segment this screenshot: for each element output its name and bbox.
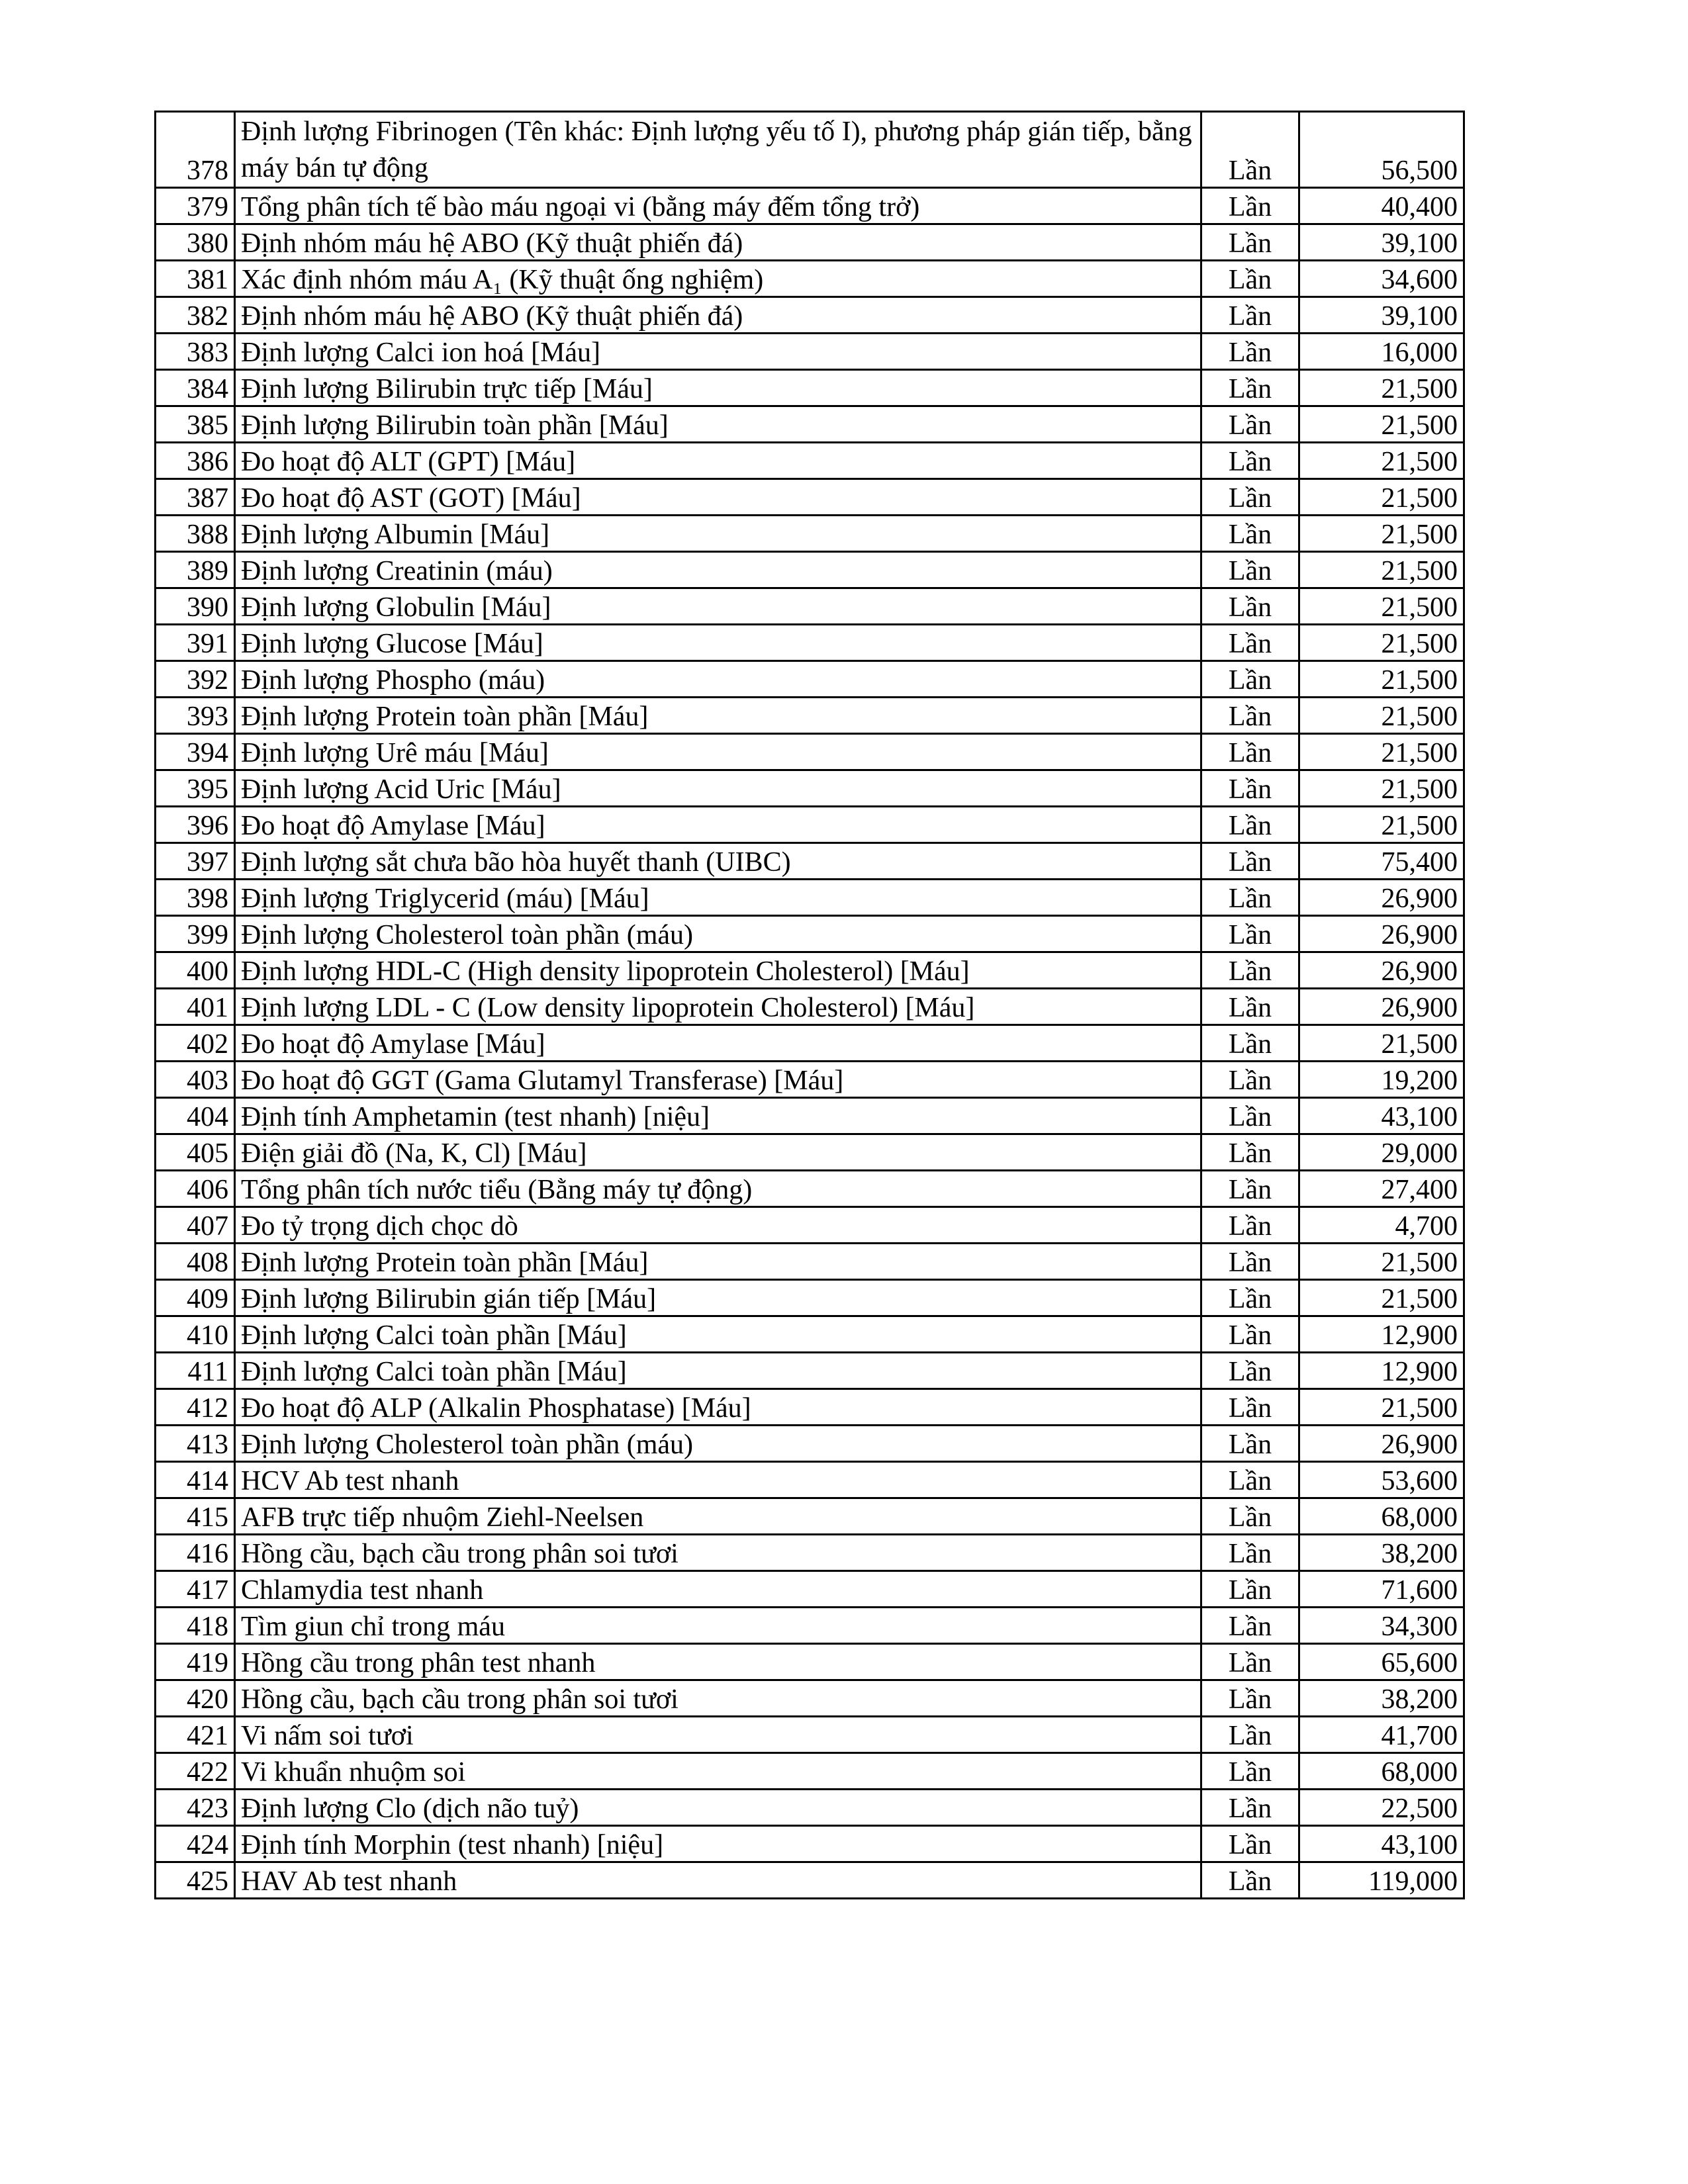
unit-cell: Lần <box>1201 734 1299 770</box>
unit-cell: Lần <box>1201 224 1299 261</box>
service-name-cell: Định lượng Cholesterol toàn phần (máu) <box>235 1426 1201 1462</box>
table-row <box>156 1790 1464 1826</box>
unit-cell: Lần <box>1201 1244 1299 1280</box>
unit-cell: Lần <box>1201 1826 1299 1862</box>
row-number-cell: 378 <box>156 112 235 188</box>
price-cell: 21,500 <box>1299 552 1464 588</box>
service-name-cell: Định lượng Calci toàn phần [Máu] <box>235 1316 1201 1353</box>
table-row <box>156 1753 1464 1790</box>
table-row <box>156 807 1464 843</box>
table-row <box>156 1535 1464 1571</box>
service-name-cell: Định lượng HDL-C (High density lipoprotein Cholesterol) [Máu] <box>235 952 1201 989</box>
row-number-cell: 379 <box>156 188 235 224</box>
price-cell: 27,400 <box>1299 1171 1464 1207</box>
unit-cell: Lần <box>1201 807 1299 843</box>
row-number-cell: 423 <box>156 1790 235 1826</box>
service-name-cell: Định lượng Cholesterol toàn phần (máu) <box>235 916 1201 952</box>
unit-cell: Lần <box>1201 443 1299 479</box>
row-number-cell: 396 <box>156 807 235 843</box>
row-number-cell: 419 <box>156 1644 235 1680</box>
service-name-cell: Đo hoạt độ Amylase [Máu] <box>235 1025 1201 1062</box>
unit-cell: Lần <box>1201 1171 1299 1207</box>
unit-cell: Lần <box>1201 1644 1299 1680</box>
price-cell: 21,500 <box>1299 588 1464 625</box>
table-row <box>156 479 1464 516</box>
service-name-cell: Đo hoạt độ GGT (Gama Glutamyl Transferase) [Máu] <box>235 1062 1201 1098</box>
price-cell: 41,700 <box>1299 1717 1464 1753</box>
row-number-cell: 393 <box>156 698 235 734</box>
table-row <box>156 516 1464 552</box>
table-row <box>156 1098 1464 1134</box>
price-cell: 16,000 <box>1299 334 1464 370</box>
service-name-cell: Định lượng Globulin [Máu] <box>235 588 1201 625</box>
service-name-cell: Định lượng Calci toàn phần [Máu] <box>235 1353 1201 1389</box>
price-cell: 21,500 <box>1299 406 1464 443</box>
price-table <box>154 111 1465 1899</box>
price-cell: 75,400 <box>1299 843 1464 880</box>
service-name-cell: Định lượng Clo (dịch não tuỷ) <box>235 1790 1201 1826</box>
unit-cell: Lần <box>1201 1134 1299 1171</box>
table-row <box>156 406 1464 443</box>
row-number-cell: 399 <box>156 916 235 952</box>
table-row <box>156 1207 1464 1244</box>
unit-cell: Lần <box>1201 1462 1299 1498</box>
service-name-cell: Định lượng Fibrinogen (Tên khác: Định lượng yếu tố I), phương pháp gián tiếp, bằng máy bán tự động <box>235 112 1201 188</box>
service-name-cell: Vi khuẩn nhuộm soi <box>235 1753 1201 1790</box>
price-cell: 12,900 <box>1299 1316 1464 1353</box>
price-cell: 21,500 <box>1299 1244 1464 1280</box>
service-name-cell: Điện giải đồ (Na, K, Cl) [Máu] <box>235 1134 1201 1171</box>
table-row <box>156 370 1464 406</box>
unit-cell: Lần <box>1201 479 1299 516</box>
service-name-cell: Định lượng Acid Uric [Máu] <box>235 770 1201 807</box>
table-row <box>156 1462 1464 1498</box>
table-row <box>156 1134 1464 1171</box>
price-cell: 71,600 <box>1299 1571 1464 1608</box>
price-cell: 68,000 <box>1299 1753 1464 1790</box>
service-name-cell: Xác định nhóm máu A₁ (Kỹ thuật ống nghiệm) <box>235 261 1201 297</box>
row-number-cell: 408 <box>156 1244 235 1280</box>
service-name-cell: Định lượng Albumin [Máu] <box>235 516 1201 552</box>
service-name-cell: AFB trực tiếp nhuộm Ziehl-Neelsen <box>235 1498 1201 1535</box>
table-row <box>156 916 1464 952</box>
price-cell: 21,500 <box>1299 661 1464 698</box>
unit-cell: Lần <box>1201 1280 1299 1316</box>
price-cell: 38,200 <box>1299 1680 1464 1717</box>
service-name-cell: Đo hoạt độ Amylase [Máu] <box>235 807 1201 843</box>
table-row <box>156 188 1464 224</box>
row-number-cell: 389 <box>156 552 235 588</box>
row-number-cell: 397 <box>156 843 235 880</box>
table-row <box>156 1717 1464 1753</box>
service-name-cell: Định lượng Glucose [Máu] <box>235 625 1201 661</box>
price-cell: 26,900 <box>1299 1426 1464 1462</box>
price-cell: 53,600 <box>1299 1462 1464 1498</box>
row-number-cell: 425 <box>156 1862 235 1899</box>
unit-cell: Lần <box>1201 1717 1299 1753</box>
unit-cell: Lần <box>1201 989 1299 1025</box>
row-number-cell: 382 <box>156 297 235 334</box>
row-number-cell: 416 <box>156 1535 235 1571</box>
unit-cell: Lần <box>1201 1535 1299 1571</box>
service-name-cell: Vi nấm soi tươi <box>235 1717 1201 1753</box>
table-row <box>156 1862 1464 1899</box>
table-row <box>156 698 1464 734</box>
service-name-cell: Định lượng Bilirubin toàn phần [Máu] <box>235 406 1201 443</box>
row-number-cell: 420 <box>156 1680 235 1717</box>
row-number-cell: 405 <box>156 1134 235 1171</box>
price-cell: 43,100 <box>1299 1098 1464 1134</box>
unit-cell: Lần <box>1201 1608 1299 1644</box>
row-number-cell: 381 <box>156 261 235 297</box>
table-row <box>156 1062 1464 1098</box>
row-number-cell: 411 <box>156 1353 235 1389</box>
service-name-cell: Định lượng LDL - C (Low density lipoprotein Cholesterol) [Máu] <box>235 989 1201 1025</box>
unit-cell: Lần <box>1201 588 1299 625</box>
price-cell: 68,000 <box>1299 1498 1464 1535</box>
service-name-cell: Định nhóm máu hệ ABO (Kỹ thuật phiến đá) <box>235 224 1201 261</box>
price-cell: 43,100 <box>1299 1826 1464 1862</box>
row-number-cell: 406 <box>156 1171 235 1207</box>
row-number-cell: 407 <box>156 1207 235 1244</box>
price-cell: 34,300 <box>1299 1608 1464 1644</box>
unit-cell: Lần <box>1201 261 1299 297</box>
row-number-cell: 388 <box>156 516 235 552</box>
unit-cell: Lần <box>1201 188 1299 224</box>
service-name-cell: Định lượng Urê máu [Máu] <box>235 734 1201 770</box>
table-row <box>156 1571 1464 1608</box>
price-cell: 21,500 <box>1299 479 1464 516</box>
unit-cell: Lần <box>1201 552 1299 588</box>
price-cell: 65,600 <box>1299 1644 1464 1680</box>
table-row <box>156 1608 1464 1644</box>
service-name-cell: Chlamydia test nhanh <box>235 1571 1201 1608</box>
unit-cell: Lần <box>1201 1098 1299 1134</box>
unit-cell: Lần <box>1201 880 1299 916</box>
table-row <box>156 1171 1464 1207</box>
service-name-cell: Định lượng Creatinin (máu) <box>235 552 1201 588</box>
unit-cell: Lần <box>1201 843 1299 880</box>
unit-cell: Lần <box>1201 698 1299 734</box>
price-cell: 21,500 <box>1299 698 1464 734</box>
row-number-cell: 383 <box>156 334 235 370</box>
service-name-cell: Định lượng Bilirubin trực tiếp [Máu] <box>235 370 1201 406</box>
row-number-cell: 398 <box>156 880 235 916</box>
service-name-cell: Đo hoạt độ ALP (Alkalin Phosphatase) [Máu] <box>235 1389 1201 1426</box>
service-name-cell: Đo hoạt độ ALT (GPT) [Máu] <box>235 443 1201 479</box>
row-number-cell: 394 <box>156 734 235 770</box>
row-number-cell: 387 <box>156 479 235 516</box>
price-cell: 12,900 <box>1299 1353 1464 1389</box>
row-number-cell: 417 <box>156 1571 235 1608</box>
price-cell: 21,500 <box>1299 370 1464 406</box>
unit-cell: Lần <box>1201 370 1299 406</box>
price-cell: 21,500 <box>1299 443 1464 479</box>
row-number-cell: 390 <box>156 588 235 625</box>
price-cell: 26,900 <box>1299 952 1464 989</box>
service-name-cell: HAV Ab test nhanh <box>235 1862 1201 1899</box>
unit-cell: Lần <box>1201 1316 1299 1353</box>
row-number-cell: 418 <box>156 1608 235 1644</box>
price-cell: 119,000 <box>1299 1862 1464 1899</box>
service-name-cell: Tổng phân tích tế bào máu ngoại vi (bằng máy đếm tổng trở) <box>235 188 1201 224</box>
table-row <box>156 112 1464 188</box>
table-row <box>156 1025 1464 1062</box>
price-cell: 21,500 <box>1299 516 1464 552</box>
unit-cell: Lần <box>1201 112 1299 188</box>
unit-cell: Lần <box>1201 1862 1299 1899</box>
table-row <box>156 1280 1464 1316</box>
row-number-cell: 392 <box>156 661 235 698</box>
price-cell: 4,700 <box>1299 1207 1464 1244</box>
table-row <box>156 989 1464 1025</box>
service-name-cell: Định lượng Phospho (máu) <box>235 661 1201 698</box>
unit-cell: Lần <box>1201 1207 1299 1244</box>
service-name-cell: HCV Ab test nhanh <box>235 1462 1201 1498</box>
service-name-cell: Định lượng Protein toàn phần [Máu] <box>235 698 1201 734</box>
row-number-cell: 409 <box>156 1280 235 1316</box>
row-number-cell: 385 <box>156 406 235 443</box>
row-number-cell: 391 <box>156 625 235 661</box>
table-row <box>156 1498 1464 1535</box>
unit-cell: Lần <box>1201 1680 1299 1717</box>
price-cell: 26,900 <box>1299 916 1464 952</box>
service-name-cell: Tìm giun chỉ trong máu <box>235 1608 1201 1644</box>
row-number-cell: 395 <box>156 770 235 807</box>
table-row <box>156 1680 1464 1717</box>
table-row <box>156 1389 1464 1426</box>
table-row <box>156 770 1464 807</box>
unit-cell: Lần <box>1201 952 1299 989</box>
table-row <box>156 297 1464 334</box>
service-name-cell: Đo tỷ trọng dịch chọc dò <box>235 1207 1201 1244</box>
row-number-cell: 424 <box>156 1826 235 1862</box>
price-cell: 22,500 <box>1299 1790 1464 1826</box>
price-cell: 39,100 <box>1299 297 1464 334</box>
service-name-cell: Hồng cầu trong phân test nhanh <box>235 1644 1201 1680</box>
price-cell: 56,500 <box>1299 112 1464 188</box>
row-number-cell: 400 <box>156 952 235 989</box>
price-cell: 38,200 <box>1299 1535 1464 1571</box>
row-number-cell: 413 <box>156 1426 235 1462</box>
unit-cell: Lần <box>1201 661 1299 698</box>
table-row <box>156 1426 1464 1462</box>
table-row <box>156 443 1464 479</box>
price-cell: 21,500 <box>1299 1280 1464 1316</box>
table-body <box>156 112 1464 1899</box>
table-row <box>156 880 1464 916</box>
service-name-cell: Định lượng Bilirubin gián tiếp [Máu] <box>235 1280 1201 1316</box>
service-name-cell: Định lượng Triglycerid (máu) [Máu] <box>235 880 1201 916</box>
price-cell: 21,500 <box>1299 734 1464 770</box>
service-name-cell: Đo hoạt độ AST (GOT) [Máu] <box>235 479 1201 516</box>
price-cell: 40,400 <box>1299 188 1464 224</box>
unit-cell: Lần <box>1201 1790 1299 1826</box>
row-number-cell: 384 <box>156 370 235 406</box>
table-row <box>156 552 1464 588</box>
service-name-cell: Định lượng Protein toàn phần [Máu] <box>235 1244 1201 1280</box>
unit-cell: Lần <box>1201 1498 1299 1535</box>
table-row <box>156 588 1464 625</box>
unit-cell: Lần <box>1201 1753 1299 1790</box>
service-name-cell: Định nhóm máu hệ ABO (Kỹ thuật phiến đá) <box>235 297 1201 334</box>
unit-cell: Lần <box>1201 1571 1299 1608</box>
table-row <box>156 1826 1464 1862</box>
table-row <box>156 334 1464 370</box>
price-cell: 39,100 <box>1299 224 1464 261</box>
unit-cell: Lần <box>1201 625 1299 661</box>
table-row <box>156 261 1464 297</box>
table-row <box>156 224 1464 261</box>
price-cell: 34,600 <box>1299 261 1464 297</box>
table-row <box>156 1353 1464 1389</box>
row-number-cell: 386 <box>156 443 235 479</box>
row-number-cell: 415 <box>156 1498 235 1535</box>
unit-cell: Lần <box>1201 1426 1299 1462</box>
price-cell: 29,000 <box>1299 1134 1464 1171</box>
table-row <box>156 734 1464 770</box>
table-row <box>156 625 1464 661</box>
unit-cell: Lần <box>1201 916 1299 952</box>
price-cell: 21,500 <box>1299 1025 1464 1062</box>
price-cell: 21,500 <box>1299 625 1464 661</box>
unit-cell: Lần <box>1201 406 1299 443</box>
table-row <box>156 1644 1464 1680</box>
row-number-cell: 421 <box>156 1717 235 1753</box>
row-number-cell: 402 <box>156 1025 235 1062</box>
price-cell: 26,900 <box>1299 880 1464 916</box>
price-cell: 26,900 <box>1299 989 1464 1025</box>
unit-cell: Lần <box>1201 1025 1299 1062</box>
service-name-cell: Hồng cầu, bạch cầu trong phân soi tươi <box>235 1535 1201 1571</box>
row-number-cell: 401 <box>156 989 235 1025</box>
price-cell: 21,500 <box>1299 770 1464 807</box>
table-row <box>156 1316 1464 1353</box>
row-number-cell: 412 <box>156 1389 235 1426</box>
unit-cell: Lần <box>1201 1353 1299 1389</box>
unit-cell: Lần <box>1201 516 1299 552</box>
row-number-cell: 403 <box>156 1062 235 1098</box>
table-row <box>156 952 1464 989</box>
row-number-cell: 404 <box>156 1098 235 1134</box>
unit-cell: Lần <box>1201 770 1299 807</box>
service-name-cell: Định tính Morphin (test nhanh) [niệu] <box>235 1826 1201 1862</box>
service-name-cell: Định tính Amphetamin (test nhanh) [niệu] <box>235 1098 1201 1134</box>
price-cell: 21,500 <box>1299 807 1464 843</box>
service-name-cell: Tổng phân tích nước tiểu (Bằng máy tự động) <box>235 1171 1201 1207</box>
unit-cell: Lần <box>1201 297 1299 334</box>
table-row <box>156 1244 1464 1280</box>
table-row <box>156 661 1464 698</box>
service-name-cell: Định lượng sắt chưa bão hòa huyết thanh (UIBC) <box>235 843 1201 880</box>
service-name-cell: Hồng cầu, bạch cầu trong phân soi tươi <box>235 1680 1201 1717</box>
table-row <box>156 843 1464 880</box>
row-number-cell: 414 <box>156 1462 235 1498</box>
unit-cell: Lần <box>1201 1062 1299 1098</box>
unit-cell: Lần <box>1201 334 1299 370</box>
row-number-cell: 380 <box>156 224 235 261</box>
row-number-cell: 410 <box>156 1316 235 1353</box>
price-cell: 21,500 <box>1299 1389 1464 1426</box>
service-name-cell: Định lượng Calci ion hoá [Máu] <box>235 334 1201 370</box>
row-number-cell: 422 <box>156 1753 235 1790</box>
price-cell: 19,200 <box>1299 1062 1464 1098</box>
unit-cell: Lần <box>1201 1389 1299 1426</box>
